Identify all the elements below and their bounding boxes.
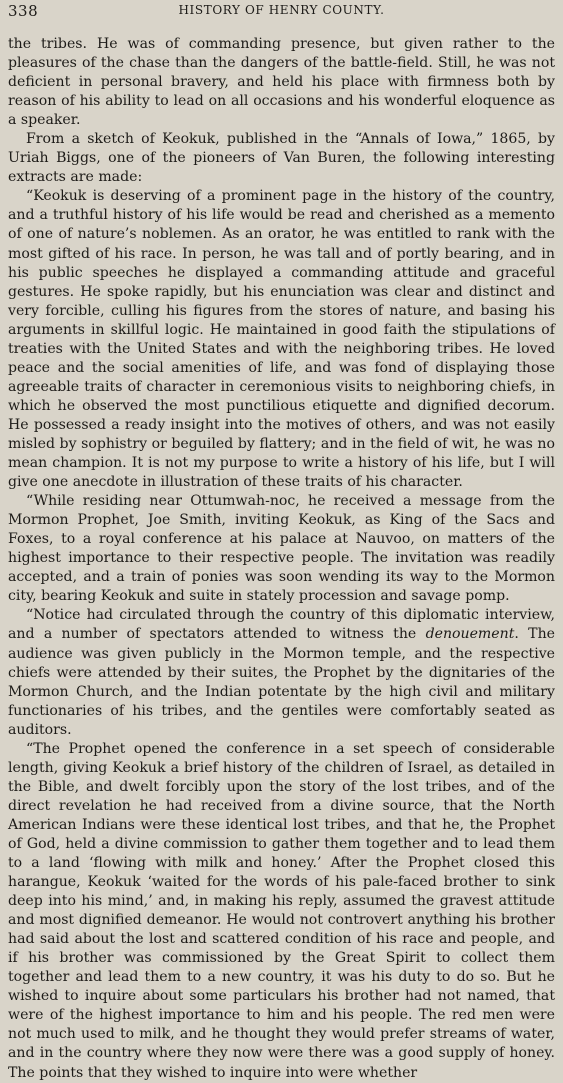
paragraph-5-before: “Notice had circulated through the country of this diplomatic interview, and a number of spectators attended to witness the bbox=[8, 607, 555, 643]
running-title: HISTORY OF HENRY COUNTY. bbox=[178, 3, 385, 17]
paragraph-2: From a sketch of Keokuk, published in the “Annals of Iowa,” 1865, by Uriah Biggs, one of the pioneers of Van Buren, the following interesting extracts are made: bbox=[8, 131, 555, 186]
paragraph-1: the tribes. He was of commanding presence, but given rather to the pleasures of the chase than the dangers of the battle-field. Still, he was not deficient in personal bravery, and held his place with firmness both by reason of his ability to lead on all occasions and his wonderful eloquence as a speaker. bbox=[8, 36, 555, 129]
page-number: 338 bbox=[8, 2, 39, 20]
paragraph-5-after: . The audience was given publicly in the Mormon temple, and the respective chiefs were attended by their suites, the Prophet by the dignitaries of the Mormon Church, and the Indian potentate by the high civil and military functionaries of his tribes, and the gentiles were comfortably seated as auditors. bbox=[8, 626, 555, 738]
body-text bbox=[8, 35, 555, 1083]
paragraph-5-quote bbox=[8, 606, 555, 739]
paragraph-4-quote: “While residing near Ottumwah-noc, he received a message from the Mormon Prophet, Joe Smith, inviting Keokuk, as King of the Sacs and Foxes, to a royal conference at his palace at Nauvoo, on matters of the highest importance to their respective people. The invitation was readily accepted, and a train of ponies was soon wending its way to the Mormon city, bearing Keokuk and suite in stately procession and savage pomp. bbox=[8, 493, 555, 605]
running-header bbox=[8, 1, 555, 23]
paragraph-3-quote: “Keokuk is deserving of a prominent page in the history of the country, and a truthful history of his life would be read and cherished as a memento of one of nature’s noblemen. As an orator, he was entitled to rank with the most gifted of his race. In person, he was tall and of portly bearing, and in his public speeches he displayed a commanding attitude and graceful gestures. He spoke rapidly, but his enunciation was clear and distinct and very forcible, culling his figures from the stores of nature, and basing his arguments in skillful logic. He maintained in good faith the stipulations of treaties with the United States and with the neighboring tribes. He loved peace and the social amenities of life, and was fond of displaying those agreeable traits of character in ceremonious visits to neighboring chiefs, in which he observed the most punctilious etiquette and dignified decorum. He possessed a ready insight into the motives of others, and was not easily misled by sophistry or beguiled by flattery; and in the field of wit, he was no mean champion. It is not my purpose to write a history of his life, but I will give one anecdote in illustration of these traits of his character. bbox=[8, 188, 555, 491]
paragraph-6-quote: “The Prophet opened the conference in a set speech of considerable length, giving Keokuk a brief history of the children of Israel, as detailed in the Bible, and dwelt forcibly upon the story of the lost tribes, and of the direct revelation he had received from a divine source, that the North American Indians were these identical lost tribes, and that he, the Prophet of God, held a divine commission to gather them together and to lead them to a land ‘flowing with milk and honey.’ After the Prophet closed this harangue, Keokuk ‘waited for the words of his pale-faced brother to sink deep into his mind,’ and, in making his reply, assumed the gravest attitude and most dignified demeanor. He would not controvert anything his brother had said about the lost and scattered condition of his race and people, and if his brother was commissioned by the Great Spirit to collect them together and lead them to a new country, it was his duty to do so. But he wished to inquire about some particulars his brother had not named, that were of the highest importance to him and his people. The red men were not much used to milk, and he thought they would prefer streams of water, and in the country where they now were there was a good supply of honey. The points that they wished to inquire into were whether bbox=[8, 740, 555, 1081]
emphasis-denouement: denouement bbox=[425, 626, 515, 643]
